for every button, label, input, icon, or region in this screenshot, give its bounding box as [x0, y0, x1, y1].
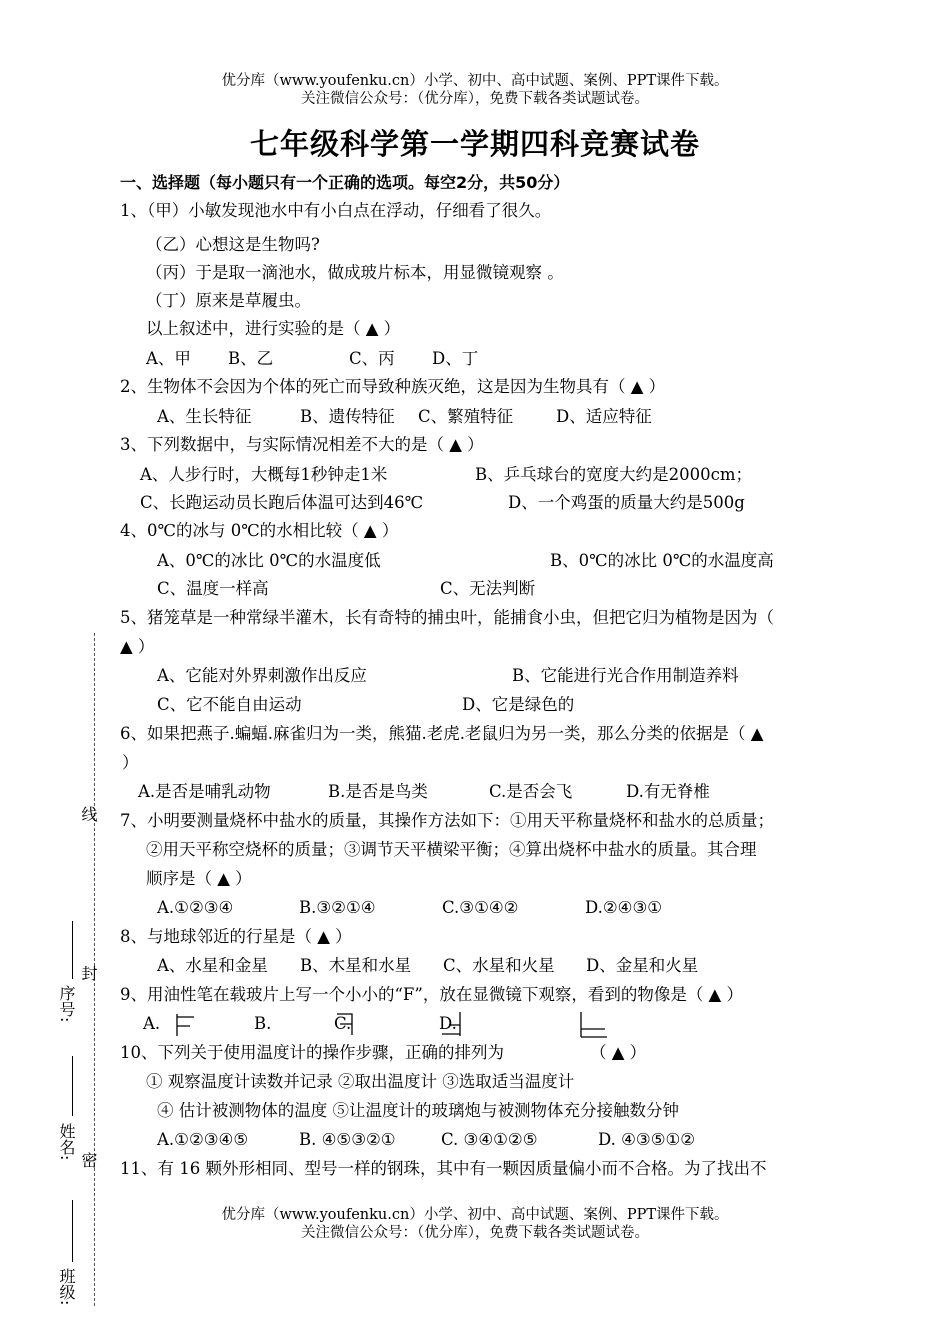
q4-stem: 4、0℃的冰与 0℃的水相比较（ ▲ ）: [120, 521, 399, 540]
q6-option-c: C.是否会飞: [489, 782, 573, 801]
q11-stem: 11、有 16 颗外形相同、型号一样的钢珠，其中有一颗因质量偏小而不合格。为了找出不: [120, 1159, 767, 1178]
page-title: 七年级科学第一学期四科竞赛试卷: [249, 127, 700, 161]
q10-line3: ④ 估计被测物体的温度 ⑤让温度计的玻璃炮与被测物体充分接触数分钟: [157, 1101, 679, 1120]
margin-line-char: 线: [79, 806, 98, 822]
q10-option-c: C. ③④①②⑤: [441, 1130, 538, 1149]
q10-line2: ① 观察温度计读数并记录 ②取出温度计 ③选取适当温度计: [146, 1072, 575, 1091]
q2-option-a: A、生长特征: [157, 407, 252, 426]
q1-line3: （丙）于是取一滴池水，做成玻片标本，用显微镜观察 。: [146, 263, 564, 282]
q8-stem: 8、与地球邻近的行星是（ ▲ ）: [120, 927, 352, 946]
q8-option-d: D、金星和火星: [586, 956, 699, 975]
q3-option-c: C、长跑运动员长跑后体温可达到46℃: [140, 493, 424, 512]
q1-stem: 1、（甲）小敏发现池水中有小白点在浮动，仔细看了很久。: [120, 201, 552, 220]
q7-option-d: D.②④③①: [585, 898, 663, 917]
q6-option-a: A.是否是哺乳动物: [138, 782, 271, 801]
section-heading: 一、选择题（每小题只有一个正确的选项。每空2分，共50分）: [120, 173, 570, 192]
q1-line5: 以上叙述中，进行实验的是（ ▲ ）: [146, 319, 401, 338]
q10-answer: （ ▲ ）: [590, 1043, 647, 1062]
margin-bind-char: 密: [79, 1152, 98, 1168]
q3-option-b: B、乒乓球台的宽度大约是2000cm；: [475, 465, 753, 484]
seat-blank[interactable]: [72, 921, 73, 979]
q3-stem: 3、下列数据中，与实际情况相差不大的是（ ▲ ）: [120, 435, 484, 454]
q2-option-d: D、适应特征: [556, 407, 652, 426]
q9-option-d: D.: [439, 1014, 457, 1033]
q2-option-b: B、遗传特征: [300, 407, 395, 426]
q10-stem: 10、下列关于使用温度计的操作步骤，正确的排列为: [120, 1043, 504, 1062]
q2-option-c: C、繁殖特征: [418, 407, 514, 426]
q5-option-d: D、它是绿色的: [462, 695, 575, 714]
q2-stem: 2、生物体不会因为个体的死亡而导致种族灭绝，这是因为生物具有（ ▲ ）: [120, 377, 666, 396]
q9-option-c: C.: [334, 1014, 352, 1033]
q1-option-c: C、丙: [349, 349, 395, 368]
q1-option-b: B、乙: [228, 349, 274, 368]
q7-stem: 7、小明要测量烧杯中盐水的质量，其操作方法如下：①用天平称量烧杯和盐水的总质量；: [120, 811, 774, 830]
q4-option-b: B、0℃的冰比 0℃的水温度高: [550, 551, 774, 570]
q1-line2: （乙）心想这是生物吗?: [146, 235, 320, 254]
q9-figure-c: [440, 1010, 464, 1040]
name-label: 姓名:: [57, 1123, 76, 1161]
q7-option-b: B.③②①④: [299, 898, 376, 917]
q9-stem: 9、用油性笔在载玻片上写一个小小的“F”，放在显微镜下观察，看到的物像是（ ▲ ）: [120, 985, 743, 1004]
q10-option-d: D. ④③⑤①②: [598, 1130, 696, 1149]
q1-option-a: A、甲: [146, 349, 191, 368]
q10-option-a: A.①②③④⑤: [157, 1130, 249, 1149]
q8-option-b: B、木星和水星: [300, 956, 412, 975]
q5-option-c: C、它不能自由运动: [157, 695, 302, 714]
q4-option-d: C、无法判断: [440, 579, 536, 598]
q6-stem-cont: ）: [122, 753, 139, 772]
q7-option-a: A.①②③④: [157, 898, 234, 917]
q6-stem: 6、如果把燕子.蝙蝠.麻雀归为一类，熊猫.老虎.老鼠归为另一类，那么分类的依据是（ ▲: [120, 724, 764, 743]
q7-option-c: C.③①④②: [442, 898, 519, 917]
q1-option-d: D、丁: [432, 349, 479, 368]
q7-line3: 顺序是（ ▲ ）: [146, 869, 252, 888]
name-blank[interactable]: [72, 1056, 73, 1116]
q3-option-a: A、人步行时，大概每1秒钟走1米: [140, 465, 388, 484]
q9-figure-a: [174, 1012, 198, 1038]
footer-line-1: 优分库（www.youfenku.cn）小学、初中、高中试题、案例、PPT课件下载。: [221, 1207, 729, 1223]
q3-option-d: D、一个鸡蛋的质量大约是500g: [508, 493, 745, 512]
q4-option-a: A、0℃的冰比 0℃的水温度低: [157, 551, 381, 570]
margin-seal-char: 封: [79, 965, 98, 981]
class-blank[interactable]: [72, 1200, 73, 1262]
q7-line2: ②用天平称空烧杯的质量；③调节天平横梁平衡；④算出烧杯中盐水的质量。其合理: [146, 840, 757, 859]
q9-option-a: A.: [143, 1014, 161, 1033]
q9-figure-d: [577, 1010, 609, 1042]
q5-option-a: A、它能对外界刺激作出反应: [157, 666, 367, 685]
class-label: 班级:: [57, 1268, 76, 1306]
q8-option-c: C、水星和火星: [443, 956, 555, 975]
q1-line4: （丁）原来是草履虫。: [146, 291, 311, 310]
seat-label: 序号:: [57, 985, 76, 1023]
header-line-1: 优分库（www.youfenku.cn）小学、初中、高中试题、案例、PPT课件下载。: [221, 73, 729, 89]
q5-stem: 5、猪笼草是一种常绿半灌木，长有奇特的捕虫叶，能捕食小虫，但把它归为植物是因为（: [120, 608, 774, 627]
q6-option-b: B.是否是鸟类: [328, 782, 428, 801]
q10-option-b: B. ④⑤③②①: [299, 1130, 396, 1149]
q4-option-c: C、温度一样高: [157, 579, 269, 598]
q9-option-b: B.: [254, 1014, 272, 1033]
q6-option-d: D.有无脊椎: [626, 782, 710, 801]
header-line-2: 关注微信公众号：（优分库），免费下载各类试题试卷。: [301, 91, 649, 107]
q5-option-b: B、它能进行光合作用制造养料: [512, 666, 739, 685]
q8-option-a: A、水星和金星: [157, 956, 268, 975]
q5-stem-cont: ▲ ）: [120, 637, 155, 656]
footer-line-2: 关注微信公众号：（优分库），免费下载各类试题试卷。: [301, 1225, 649, 1241]
